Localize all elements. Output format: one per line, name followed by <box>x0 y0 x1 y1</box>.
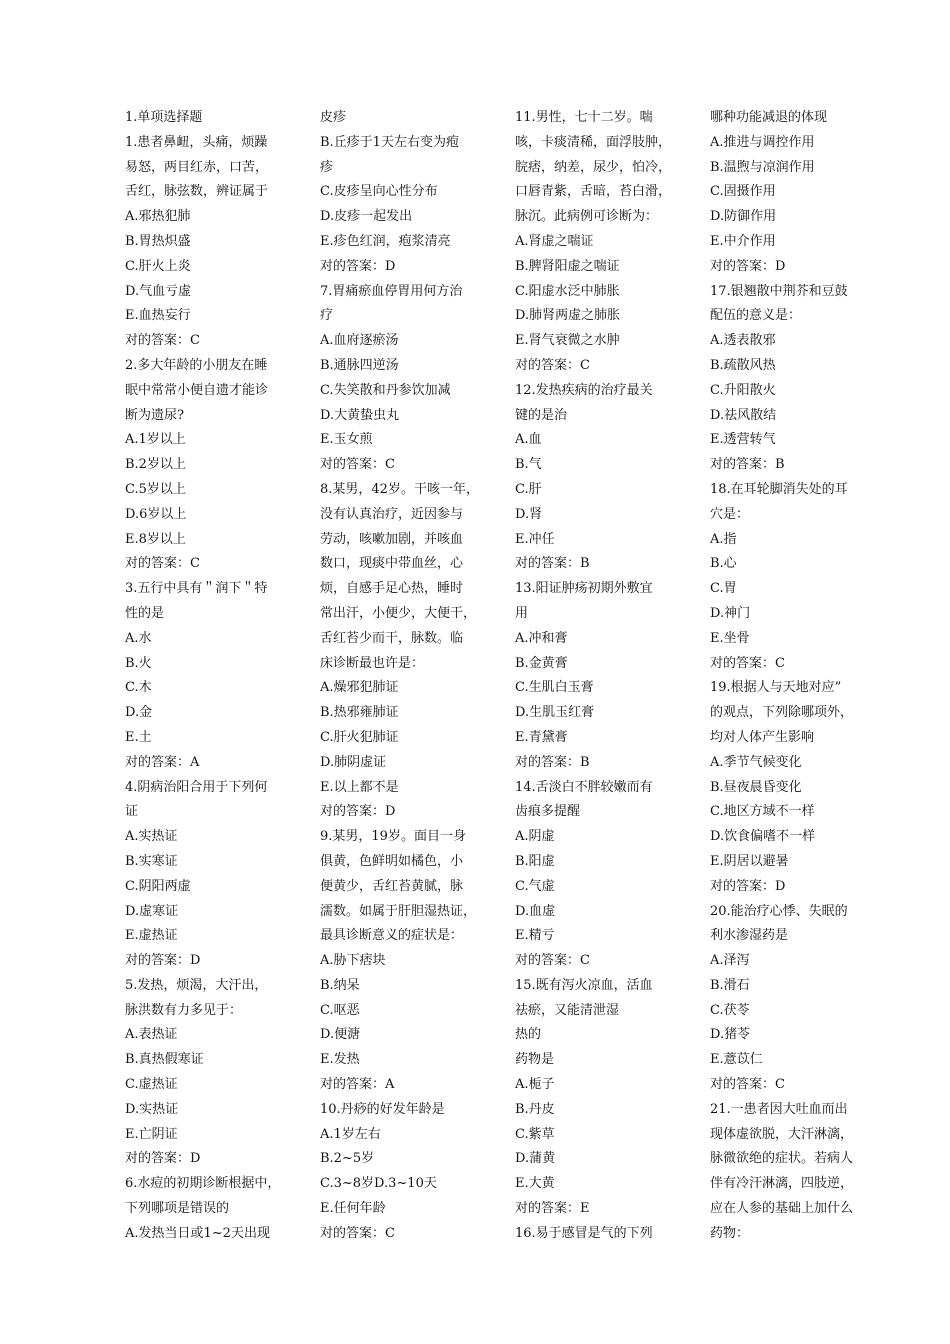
text-line: 下列哪项是错误的 <box>125 1201 230 1217</box>
text-line: 12.发热疾病的治疗最关 <box>515 382 653 398</box>
text-line: 对的答案：A <box>125 754 200 770</box>
text-line: E.薏苡仁 <box>710 1052 763 1068</box>
text-line: B.丘疹于1天左右变为疱 <box>320 134 459 150</box>
text-line: 2.多大年龄的小朋友在睡 <box>125 357 268 373</box>
text-line: A.指 <box>710 531 737 547</box>
text-line: 劳动，咳嗽加剧，并咳血 <box>320 531 464 547</box>
text-line: B.实寒证 <box>125 853 178 869</box>
text-line: B.疏散风热 <box>710 357 776 373</box>
text-line: 1.患者鼻衄，头痛，烦躁 <box>125 134 268 150</box>
text-line: C.气虚 <box>515 878 555 894</box>
text-line: 口唇青紫，舌暗，苔白滑， <box>515 184 672 200</box>
text-line: E.土 <box>125 729 152 745</box>
text-line: B.热邪雍肺证 <box>320 705 399 721</box>
text-line: 对的答案：B <box>515 556 590 572</box>
text-line: 皮疹 <box>320 110 347 125</box>
text-line: D.大黄蛰虫丸 <box>320 407 400 423</box>
text-line: D.肺阴虚证 <box>320 754 387 770</box>
text-line: 18.在耳轮脚消失处的耳 <box>710 481 848 497</box>
text-line: A.发热当日或1~2天出现 <box>125 1225 270 1241</box>
text-line: 7.胃痛瘀血停胃用何方治 <box>320 283 463 299</box>
text-line: 对的答案：D <box>125 953 201 969</box>
text-line: 舌红苔少而干，脉数。临 <box>320 630 464 646</box>
text-line: 13.阳证肿疡初期外敷宜 <box>515 581 653 597</box>
text-line: E.疹色红润，疱浆清亮 <box>320 233 451 249</box>
text-line: 对的答案：A <box>320 1077 395 1093</box>
text-line: D.血虚 <box>515 903 556 919</box>
text-line: 的观点，下列除哪项外， <box>710 705 854 721</box>
text-line: 证 <box>125 804 139 820</box>
text-line: D.6岁以上 <box>125 506 187 522</box>
text-line: 11.男性，七十二岁。喘 <box>515 110 653 125</box>
text-line: D.肾 <box>515 506 543 522</box>
text-line: E.青黛膏 <box>515 729 568 745</box>
text-line: C.地区方域不一样 <box>710 804 815 820</box>
text-line: 现体虚欲脱，大汗淋漓， <box>710 1126 854 1142</box>
text-line: C.皮疹呈向心性分布 <box>320 184 438 200</box>
text-line: 19.根据人与天地对应” <box>710 680 842 696</box>
text-line: E.8岁以上 <box>125 531 186 547</box>
text-line: 9.某男，19岁。面目一身 <box>320 829 466 845</box>
text-line: B.金黄膏 <box>515 655 568 671</box>
text-line: 对的答案：B <box>515 754 590 770</box>
text-line: B.胃热炽盛 <box>125 233 191 249</box>
text-line: 祛瘀，又能清泄湿 <box>515 1002 620 1018</box>
text-line: 6.水痘的初期诊断根据中， <box>125 1176 281 1192</box>
text-line: C.肝火犯肺证 <box>320 729 399 745</box>
text-line: 对的答案：E <box>515 1201 590 1217</box>
text-line: 齿痕多提醒 <box>515 804 581 820</box>
text-line: E.精亏 <box>515 928 555 944</box>
text-line: 对的答案：C <box>320 1225 395 1241</box>
text-line: 对的答案：D <box>710 878 786 894</box>
text-line: C.3~8岁D.3~10天 <box>320 1176 437 1192</box>
text-line: A.透表散邪 <box>710 333 776 349</box>
text-line: 利水渗湿药是 <box>710 928 789 944</box>
text-line: A.季节气候变化 <box>710 754 802 770</box>
text-line: E.大黄 <box>515 1176 555 1192</box>
text-line: B.温煦与凉润作用 <box>710 159 815 175</box>
text-line: 脉洪数有力多见于： <box>125 1002 243 1018</box>
text-line: D.饮食偏嗜不一样 <box>710 829 816 845</box>
text-line: 应在人参的基础上加什么 <box>710 1201 854 1217</box>
text-line: 烦，自感手足心热，睡时 <box>320 581 464 597</box>
text-line: 对的答案：C <box>125 556 200 572</box>
text-line: 20.能治疗心悸、失眠的 <box>710 903 848 919</box>
text-line: A.水 <box>125 630 152 646</box>
text-line: 10.丹痧的好发年龄是 <box>320 1101 445 1117</box>
text-line: D.猪苓 <box>710 1027 751 1043</box>
text-line: 14.舌淡白不胖较嫩而有 <box>515 779 653 795</box>
text-line: B.脾肾阳虚之喘证 <box>515 258 620 274</box>
text-line: D.神门 <box>710 605 751 621</box>
text-line: B.丹皮 <box>515 1101 555 1117</box>
text-line: 便黄少，舌红苔黄腻，脉 <box>320 878 464 894</box>
text-line: A.表热证 <box>125 1027 178 1043</box>
text-line: C.紫草 <box>515 1126 555 1142</box>
text-line: 对的答案：D <box>320 804 396 820</box>
text-line: E.亡阴证 <box>125 1126 178 1142</box>
text-line: 哪种功能减退的体现 <box>710 110 828 125</box>
text-line: 17.银翘散中荆芥和豆鼓 <box>710 283 848 299</box>
text-column-3 <box>515 106 695 1247</box>
text-line: 数口，现痰中带血丝，心 <box>320 556 464 572</box>
text-line: A.泽泻 <box>710 953 750 969</box>
text-line: D.虚寒证 <box>125 903 179 919</box>
text-line: E.阴居以避暑 <box>710 853 789 869</box>
text-line: E.透营转气 <box>710 432 776 448</box>
text-line: 药物： <box>710 1225 750 1241</box>
text-line: C.木 <box>125 680 152 696</box>
text-line: A.实热证 <box>125 829 178 845</box>
text-line: B.2~5岁 <box>320 1151 375 1167</box>
text-line: E.以上都不是 <box>320 779 399 795</box>
text-line: 脘痞，纳差，尿少，怕冷， <box>515 159 672 175</box>
text-line: B.气 <box>515 457 542 473</box>
text-line: C.虚热证 <box>125 1077 178 1093</box>
text-line: 咳，卡痰清稀，面浮肢肿， <box>515 134 672 150</box>
text-line: 对的答案：D <box>125 1151 201 1167</box>
text-line: C.阴阳两虚 <box>125 878 191 894</box>
text-line: 濡数。如属于肝胆湿热证， <box>320 903 477 919</box>
text-line: 16.易于感冒是气的下列 <box>515 1225 653 1241</box>
text-line: D.便溏 <box>320 1027 361 1043</box>
text-line: 断为遗尿? <box>125 407 184 423</box>
text-line: 对的答案：B <box>710 457 785 473</box>
text-line: E.中介作用 <box>710 233 776 249</box>
text-line: E.发热 <box>320 1052 360 1068</box>
text-column-2 <box>320 106 500 1247</box>
text-line: D.皮疹一起发出 <box>320 209 413 225</box>
text-line: C.肝火上炎 <box>125 258 191 274</box>
text-line: C.阳虚水泛中肺胀 <box>515 283 620 299</box>
text-line: E.冲任 <box>515 531 555 547</box>
text-line: E.坐骨 <box>710 630 750 646</box>
text-line: D.实热证 <box>125 1101 179 1117</box>
text-line: 伴有冷汗淋漓，四肢逆， <box>710 1176 854 1192</box>
text-line: 4.阴病治阳合用于下列何 <box>125 779 268 795</box>
text-line: A.血府逐瘀汤 <box>320 333 399 349</box>
text-line: B.心 <box>710 556 737 572</box>
text-line: A.阴虚 <box>515 829 555 845</box>
text-line: 对的答案：C <box>515 953 590 969</box>
text-line: 用 <box>515 605 529 621</box>
text-line: D.防御作用 <box>710 209 777 225</box>
text-line: 俱黄，色鲜明如橘色，小 <box>320 853 464 869</box>
text-line: 对的答案：D <box>320 258 396 274</box>
text-line: 1.单项选择题 <box>125 110 203 125</box>
text-line: C.固摄作用 <box>710 184 776 200</box>
text-line: C.升阳散火 <box>710 382 776 398</box>
text-line: B.真热假寒证 <box>125 1052 204 1068</box>
text-line: C.肝 <box>515 481 542 497</box>
text-line: 配伍的意义是： <box>710 308 802 324</box>
text-column-4 <box>710 106 890 1247</box>
text-line: 最具诊断意义的症状是： <box>320 928 464 944</box>
text-line: 没有认真治疗，近因参与 <box>320 506 464 522</box>
text-line: 热的 <box>515 1027 542 1043</box>
text-line: 8.某男，42岁。干咳一年， <box>320 481 479 497</box>
text-line: A.冲和膏 <box>515 630 568 646</box>
text-line: 床诊断最也许是： <box>320 655 425 671</box>
text-line: 15.既有泻火凉血，活血 <box>515 977 653 993</box>
text-line: C.5岁以上 <box>125 481 186 497</box>
text-line: 均对人体产生影响 <box>710 729 815 745</box>
text-line: C.呕恶 <box>320 1002 360 1018</box>
text-line: 易怒，两目红赤，口苦， <box>125 159 269 175</box>
text-line: A.栀子 <box>515 1077 555 1093</box>
text-line: B.纳呆 <box>320 977 360 993</box>
text-line: 3.五行中具有＂润下＂特 <box>125 581 268 597</box>
text-line: A.1岁左右 <box>320 1126 381 1142</box>
text-line: B.阳虚 <box>515 853 555 869</box>
text-line: C.生肌白玉膏 <box>515 680 594 696</box>
text-line: A.邪热犯肺 <box>125 209 191 225</box>
text-line: E.血热妄行 <box>125 308 191 324</box>
text-line: D.气血亏虚 <box>125 283 192 299</box>
text-line: 眠中常常小便自遗才能诊 <box>125 382 269 398</box>
text-line: D.蒲黄 <box>515 1151 556 1167</box>
text-line: D.金 <box>125 705 153 721</box>
text-line: B.滑石 <box>710 977 750 993</box>
text-line: 疗 <box>320 308 334 324</box>
text-line: 穴是： <box>710 506 750 522</box>
text-column-1 <box>125 106 305 1247</box>
text-line: 脉微欲绝的症状。若病人 <box>710 1151 854 1167</box>
text-line: A.推进与调控作用 <box>710 134 815 150</box>
text-line: 舌红，脉弦数，辨证属于 <box>125 184 269 200</box>
text-line: 脉沉。此病例可诊断为： <box>515 209 659 225</box>
text-line: A.胁下痞块 <box>320 953 386 969</box>
text-line: B.通脉四逆汤 <box>320 357 399 373</box>
text-line: C.胃 <box>710 581 737 597</box>
text-line: A.1岁以上 <box>125 432 186 448</box>
text-line: D.肺肾两虚之肺胀 <box>515 308 621 324</box>
text-line: 对的答案：C <box>710 1077 785 1093</box>
text-line: 对的答案：C <box>320 457 395 473</box>
text-line: A.燥邪犯肺证 <box>320 680 399 696</box>
text-line: E.虚热证 <box>125 928 178 944</box>
text-line: E.肾气衰微之水肿 <box>515 333 620 349</box>
text-line: E.任何年龄 <box>320 1201 386 1217</box>
text-line: 对的答案：C <box>515 357 590 373</box>
text-line: B.火 <box>125 655 152 671</box>
text-line: A.肾虚之喘证 <box>515 233 594 249</box>
text-line: A.血 <box>515 432 542 448</box>
text-line: 药物是 <box>515 1052 555 1068</box>
text-line: E.玉女煎 <box>320 432 373 448</box>
text-line: 对的答案：D <box>710 258 786 274</box>
text-line: 对的答案：C <box>710 655 785 671</box>
text-line: B.昼夜晨昏变化 <box>710 779 802 795</box>
text-line: D.祛风散结 <box>710 407 777 423</box>
text-line: C.失笑散和丹参饮加减 <box>320 382 451 398</box>
text-line: D.生肌玉红膏 <box>515 705 595 721</box>
text-line: 常出汗，小便少，大便干， <box>320 605 477 621</box>
text-line: 性的是 <box>125 605 165 621</box>
text-line: 21.一患者因大吐血而出 <box>710 1101 848 1117</box>
text-line: 5.发热，烦渴，大汗出， <box>125 977 268 993</box>
text-line: C.茯苓 <box>710 1002 750 1018</box>
text-line: B.2岁以上 <box>125 457 186 473</box>
text-line: 疹 <box>320 159 334 175</box>
text-line: 键的是治 <box>515 407 568 423</box>
text-line: 对的答案：C <box>125 333 200 349</box>
